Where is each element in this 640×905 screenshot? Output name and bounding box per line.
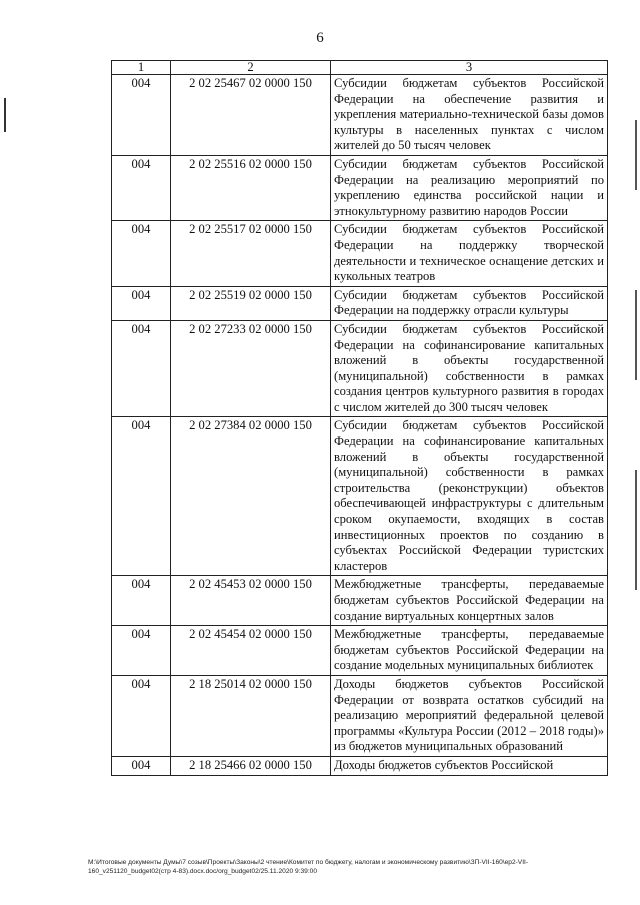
admin-code-cell: 004 — [112, 155, 171, 220]
budget-classification-code-cell: 2 02 27384 02 0000 150 — [171, 417, 331, 576]
revenue-description-cell: Межбюджетные трансферты, передаваемые бюджетам субъектов Российской Федерации на создание модельных муниципальных библиотек — [331, 626, 608, 676]
budget-classification-code-cell: 2 02 25516 02 0000 150 — [171, 155, 331, 220]
table-row — [112, 286, 608, 320]
revenue-description-cell: Доходы бюджетов субъектов Российской Федерации от возврата остатков субсидий на реализацию мероприятий федеральной целевой программы «Культура России (2012 – 2018 годы)» из бюджетов муниципальных образований — [331, 675, 608, 756]
page-number: 6 — [316, 30, 324, 46]
scan-margin-mark-left — [4, 98, 6, 132]
revenue-description-cell: Субсидии бюджетам субъектов Российской Федерации на поддержку творческой деятельности и техническое оснащение детских и кукольных театров — [331, 221, 608, 286]
admin-code-cell: 004 — [112, 756, 171, 775]
footer-line-2: 160_v251120_budget02(стр 4-83).docx.doc/org_budget02/25.11.2020 9:39:00 — [88, 868, 317, 875]
table-row — [112, 675, 608, 756]
footer-line-1: M:\Итоговые документы Думы\7 созыв\Проекты\Законы\2 чтение\Комитет по бюджету, налогам и экономическому развитию\ЗП-VII-160\ep2-VII- — [88, 859, 529, 866]
document-path-footer — [88, 858, 618, 876]
table-row — [112, 756, 608, 775]
admin-code-cell: 004 — [112, 417, 171, 576]
table-row — [112, 221, 608, 286]
scan-margin-mark-right-1 — [635, 120, 637, 190]
admin-code-cell: 004 — [112, 626, 171, 676]
budget-classification-code-cell: 2 18 25466 02 0000 150 — [171, 756, 331, 775]
revenue-description-cell: Субсидии бюджетам субъектов Российской Федерации на поддержку отрасли культуры — [331, 286, 608, 320]
budget-classification-code-cell: 2 02 27233 02 0000 150 — [171, 320, 331, 417]
table-row — [112, 155, 608, 220]
admin-code-cell: 004 — [112, 320, 171, 417]
budget-classification-code-cell: 2 02 25517 02 0000 150 — [171, 221, 331, 286]
admin-code-cell: 004 — [112, 675, 171, 756]
table-row — [112, 75, 608, 156]
revenue-description-cell: Субсидии бюджетам субъектов Российской Федерации на обеспечение развития и укрепления материально-технической базы домов культуры в населенных пунктах с числом жителей до 50 тысяч человек — [331, 75, 608, 156]
table-row — [112, 576, 608, 626]
revenue-description-cell: Доходы бюджетов субъектов Российской — [331, 756, 608, 775]
budget-classification-code-cell: 2 02 25519 02 0000 150 — [171, 286, 331, 320]
revenue-description-cell: Субсидии бюджетам субъектов Российской Федерации на софинансирование капитальных вложений в объекты государственной (муниципальной) собственности в рамках строительства (реконструкции) объектов обеспечивающей инфраструктуры с длительным сроком окупаемости, входящих в состав инвестиционных проектов по созданию в субъектах Российской Федерации туристских кластеров — [331, 417, 608, 576]
revenue-description-cell: Субсидии бюджетам субъектов Российской Федерации на софинансирование капитальных вложений в объекты государственной (муниципальной) собственности в рамках создания центров культурного развития в городах с числом жителей до 300 тысяч человек — [331, 320, 608, 417]
table-row — [112, 626, 608, 676]
admin-code-cell: 004 — [112, 576, 171, 626]
admin-code-cell: 004 — [112, 286, 171, 320]
table-row — [112, 417, 608, 576]
revenue-description-cell: Субсидии бюджетам субъектов Российской Федерации на реализацию мероприятий по укреплению единства российской нации и этнокультурному развитию народов России — [331, 155, 608, 220]
budget-classification-code-cell: 2 18 25014 02 0000 150 — [171, 675, 331, 756]
budget-classification-code-cell: 2 02 25467 02 0000 150 — [171, 75, 331, 156]
scan-margin-mark-right-2 — [635, 290, 637, 380]
admin-code-cell: 004 — [112, 75, 171, 156]
header-col-1: 1 — [112, 61, 171, 75]
budget-classification-code-cell: 2 02 45453 02 0000 150 — [171, 576, 331, 626]
budget-classification-code-cell: 2 02 45454 02 0000 150 — [171, 626, 331, 676]
revenue-description-cell: Межбюджетные трансферты, передаваемые бюджетам субъектов Российской Федерации на создание виртуальных концертных залов — [331, 576, 608, 626]
budget-codes-table — [111, 60, 608, 776]
scan-margin-mark-right-3 — [635, 470, 637, 590]
header-col-3: 3 — [331, 61, 608, 75]
table-row — [112, 320, 608, 417]
header-col-2: 2 — [171, 61, 331, 75]
admin-code-cell: 004 — [112, 221, 171, 286]
table-header-row — [112, 61, 608, 75]
